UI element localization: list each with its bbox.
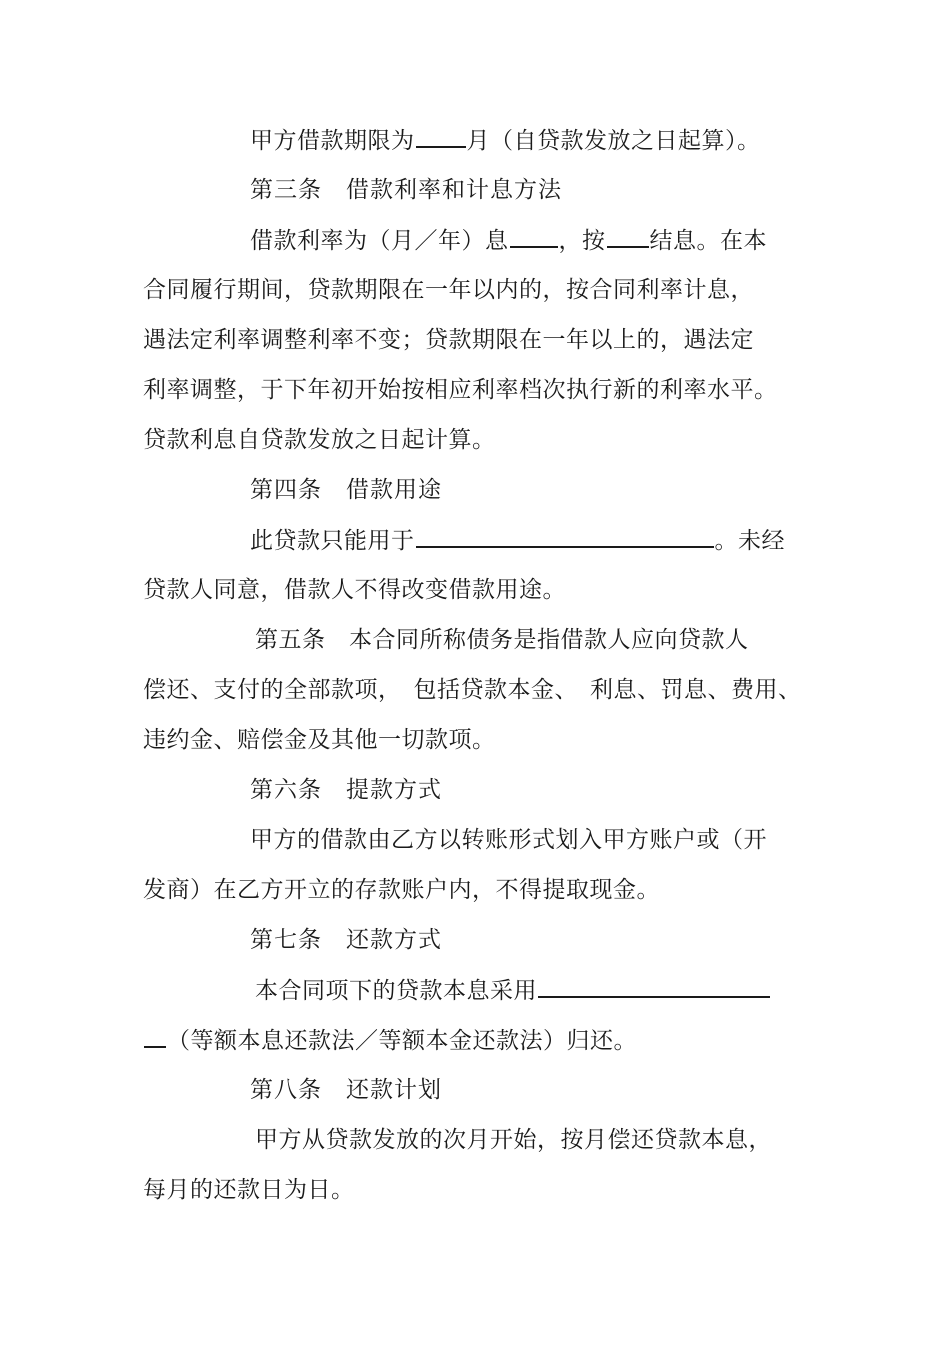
- repayment-method-text: 本合同项下的贷款本息采用: [255, 978, 537, 1004]
- paragraph-line: 偿还、支付的全部款项， 包括贷款本金、 利息、罚息、费用、: [143, 677, 802, 703]
- paragraph-line: 贷款人同意，借款人不得改变借款用途。: [143, 577, 566, 603]
- repayment-method-line: [255, 974, 771, 1007]
- article-4-heading: 第四条 借款用途: [250, 477, 442, 503]
- loan-purpose-line: [250, 524, 785, 557]
- interest-rate-text: 借款利率为（月／年）息: [250, 228, 509, 254]
- interest-rate-blank: [510, 224, 558, 248]
- article-8-heading: 第八条 还款计划: [250, 1077, 442, 1103]
- article-3-heading: 第三条 借款利率和计息方法: [250, 177, 562, 203]
- paragraph-line: 合同履行期间，贷款期限在一年以内的，按合同利率计息，: [143, 277, 754, 303]
- loan-term-months-blank: [416, 124, 466, 148]
- loan-purpose-text: 此贷款只能用于: [250, 528, 415, 554]
- loan-term-text: 甲方借款期限为: [250, 128, 415, 154]
- interest-rate-text-mid: ，按: [558, 228, 606, 254]
- repayment-method-line-2: [143, 1024, 637, 1057]
- repayment-method-options: （等额本息还款法／等额本金还款法）归还。: [167, 1028, 637, 1054]
- paragraph-line: 利率调整，于下年初开始按相应利率档次执行新的利率水平。: [143, 377, 778, 403]
- loan-purpose-blank: [416, 524, 714, 548]
- interest-rate-line: [250, 224, 767, 257]
- article-5-line: 第五条 本合同所称债务是指借款人应向贷款人: [255, 627, 749, 653]
- loan-purpose-text-end: 。未经: [714, 528, 785, 554]
- paragraph-line: 甲方从贷款发放的次月开始，按月偿还贷款本息，: [255, 1127, 772, 1153]
- article-6-heading: 第六条 提款方式: [250, 777, 442, 803]
- article-7-heading: 第七条 还款方式: [250, 927, 442, 953]
- paragraph-line: 每月的还款日为日。: [143, 1177, 355, 1203]
- paragraph-line: 遇法定利率调整利率不变；贷款期限在一年以上的，遇法定: [143, 327, 754, 353]
- settlement-period-blank: [607, 224, 649, 248]
- interest-rate-text-end: 结息。在本: [649, 228, 767, 254]
- loan-term-text-end: 月（自贷款发放之日起算）。: [466, 128, 761, 154]
- paragraph-line: 贷款利息自贷款发放之日起计算。: [143, 427, 496, 453]
- repayment-method-blank-continued: [144, 1024, 166, 1048]
- loan-term-line: [250, 124, 761, 157]
- paragraph-line: 违约金、赔偿金及其他一切款项。: [143, 727, 496, 753]
- paragraph-line: 甲方的借款由乙方以转账形式划入甲方账户或（开: [250, 827, 767, 853]
- repayment-method-blank: [538, 974, 770, 998]
- paragraph-line: 发商）在乙方开立的存款账户内，不得提取现金。: [143, 877, 660, 903]
